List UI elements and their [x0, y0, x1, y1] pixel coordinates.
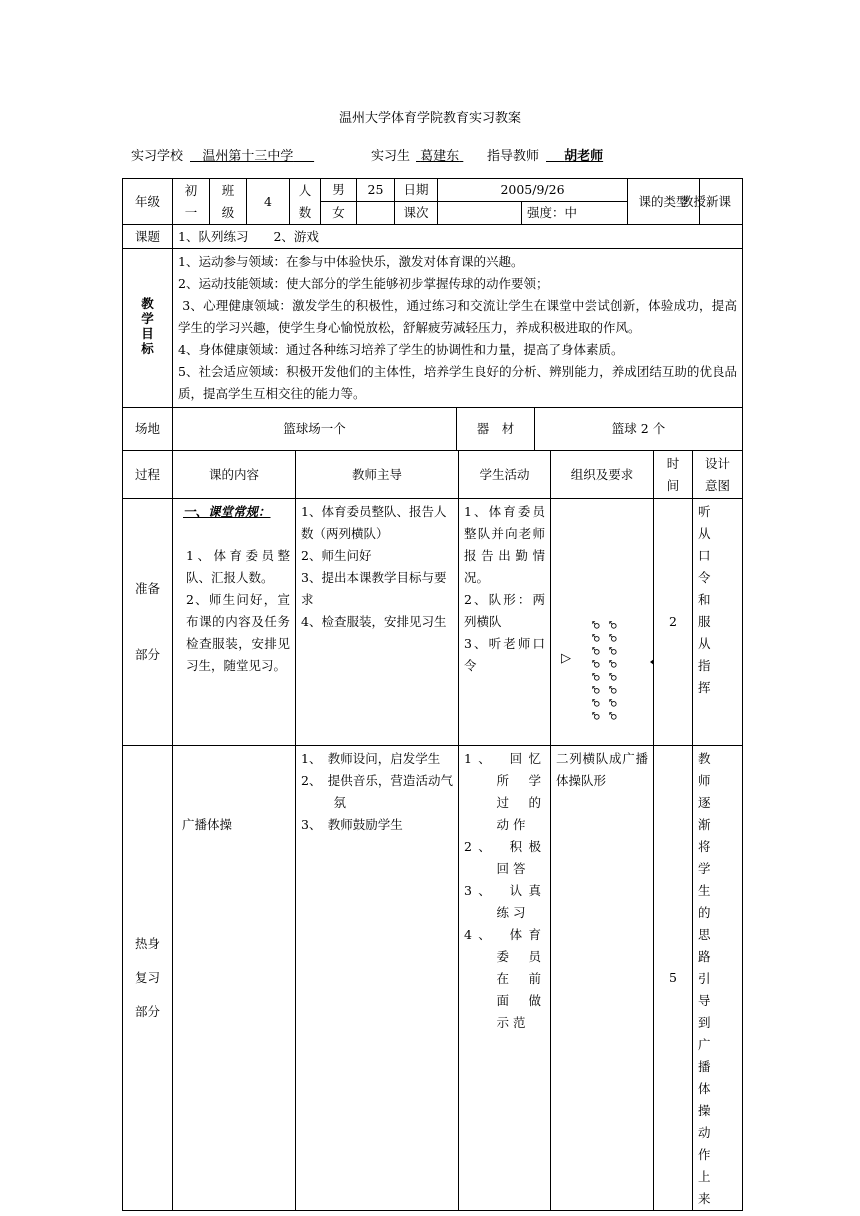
teacher-marker-icon: ▷	[561, 651, 571, 666]
class-value: 4	[247, 179, 290, 225]
venue-value: 篮球场一个	[173, 408, 457, 451]
student-marker-icon: ♂	[591, 672, 603, 682]
venue-table	[122, 407, 743, 451]
phase-student	[459, 746, 551, 1211]
student-marker-icon: ♂	[608, 633, 620, 643]
col-content: 课的内容	[173, 451, 296, 499]
student-marker-icon: ♂	[608, 685, 620, 695]
phase-organization: 二列横队成广播体操队形	[551, 746, 654, 1211]
student-marker-icon: ♂	[608, 698, 620, 708]
col-organization: 组织及要求	[551, 451, 654, 499]
school-label: 实习学校	[131, 149, 184, 164]
col-time: 时间	[654, 451, 693, 499]
equipment-value: 篮球 2 个	[535, 408, 743, 451]
session-label: 课次	[395, 202, 438, 225]
col-intent: 设计意图	[693, 451, 743, 499]
info-table	[122, 178, 743, 408]
teacher-item: 2、师生问好	[301, 548, 372, 563]
student-marker-icon: ♂	[591, 711, 603, 721]
topic-label: 课题	[123, 225, 173, 249]
student-item: 1、体育委员整队并向老师报告出勤情况。	[464, 504, 545, 585]
grade-label: 年级	[123, 179, 173, 225]
male-label: 男	[321, 179, 357, 202]
advisor-label: 指导教师	[487, 149, 540, 164]
student-marker-icon: ♂	[591, 685, 603, 695]
col-teacher: 教师主导	[296, 451, 459, 499]
phase-teacher	[296, 746, 459, 1211]
phase-intent: 教师逐渐将学生的思路引导到广播体操动作上来	[693, 746, 743, 1211]
content-item: 1、体育委员整队、汇报人数。	[186, 548, 290, 585]
student-marker-icon: ♂	[608, 711, 620, 721]
student-marker-icon: ♂	[591, 620, 603, 630]
teacher-item: 3、提出本课教学目标与要求	[301, 570, 447, 607]
student-item: 1、 回忆所学过的动作	[464, 751, 545, 832]
intensity: 强度：中	[522, 202, 628, 225]
arrow-icon	[650, 659, 654, 665]
phase-organization	[551, 499, 654, 746]
student-item: 3、听老师口令	[464, 636, 545, 673]
phase-name: 准备 部分	[123, 499, 173, 746]
phase-teacher	[296, 499, 459, 746]
student-item: 4、 体育委员在前面做示范	[464, 927, 545, 1030]
student-item: 2、 积极回答	[464, 839, 545, 876]
student-marker-icon: ♂	[591, 659, 603, 669]
col-process: 过程	[123, 451, 173, 499]
lesson-type-value: 教授新课	[700, 179, 743, 225]
grade-value: 初一	[173, 179, 210, 225]
teacher-item: 1、 教师设问，启发学生	[301, 751, 441, 766]
teacher-item: 2、 提供音乐，营造活动气氛	[301, 773, 453, 810]
topic-value: 1、队列练习 2、游戏	[173, 225, 743, 249]
goal-item: 2、运动技能领域：使大部分的学生能够初步掌握传球的动作要领；	[178, 276, 549, 291]
equipment-label: 器 材	[457, 408, 535, 451]
phase-time: 5	[654, 746, 693, 1211]
phase-content: 广播体操	[173, 746, 296, 1211]
student-marker-icon: ♂	[608, 659, 620, 669]
count-label: 人数	[290, 179, 321, 225]
student-item: 3、 认真练习	[464, 883, 545, 920]
session-value	[438, 202, 522, 225]
venue-label: 场地	[123, 408, 173, 451]
content-heading: 一、课堂常规：	[183, 504, 271, 519]
student-marker-icon: ♂	[608, 672, 620, 682]
student-item: 2、队形：两列横队	[464, 592, 545, 629]
phase-student	[459, 499, 551, 746]
intern-label: 实习生	[371, 149, 411, 164]
lesson-type-label: 课的类型	[628, 179, 700, 225]
teacher-item: 1、体育委员整队、报告人数（两列横队）	[301, 504, 447, 541]
goals-label: 教学目标	[123, 249, 173, 408]
male-value: 25	[357, 179, 395, 202]
phase-name: 热身 复习 部分	[123, 746, 173, 1211]
phase-time: 2	[654, 499, 693, 746]
teacher-item: 3、 教师鼓励学生	[301, 817, 403, 832]
date-value: 2005/9/26	[438, 179, 628, 202]
student-marker-icon: ♂	[608, 620, 620, 630]
goal-item: 3、心理健康领域：激发学生的积极性，通过练习和交流让学生在课堂中尝试创新，体验成功，提高学生的学习兴趣，使学生身心愉悦放松，舒解疲劳减轻压力，养成积极进取的作风。	[178, 298, 737, 335]
goal-item: 1、运动参与领域：在参与中体验快乐，激发对体育课的兴趣。	[178, 254, 524, 269]
female-value	[357, 202, 395, 225]
content-item: 2、师生问好，宣布课的内容及任务检查服装，安排见习生，随堂见习。	[186, 592, 290, 673]
document-title: 温州大学体育学院教育实习教案	[338, 111, 521, 126]
school-value: 温州第十三中学	[202, 149, 294, 164]
intern-value: 葛建东	[420, 149, 460, 164]
student-marker-icon: ♂	[591, 633, 603, 643]
advisor-value: 胡老师	[564, 149, 604, 164]
phase-row	[123, 499, 743, 746]
goal-item: 5、社会适应领域：积极开发他们的主体性，培养学生良好的分析、辨别能力，养成团结互助的优良品质，提高学生互相交往的能力等。	[178, 364, 737, 401]
goal-item: 4、身体健康领域：通过各种练习培养了学生的协调性和力量，提高了身体素质。	[178, 342, 624, 357]
phase-content	[173, 499, 296, 746]
date-label: 日期	[395, 179, 438, 202]
female-label: 女	[321, 202, 357, 225]
teacher-item: 4、检查服装，安排见习生	[301, 614, 447, 629]
student-marker-icon: ♂	[591, 646, 603, 656]
phase-row	[123, 746, 743, 1211]
goals-list	[173, 249, 743, 408]
student-marker-icon: ♂	[608, 646, 620, 656]
class-label: 班级	[210, 179, 247, 225]
process-table	[122, 450, 743, 1211]
student-marker-icon: ♂	[591, 698, 603, 708]
phase-intent: 听从口令和服从指挥	[693, 499, 743, 746]
col-student: 学生活动	[459, 451, 551, 499]
